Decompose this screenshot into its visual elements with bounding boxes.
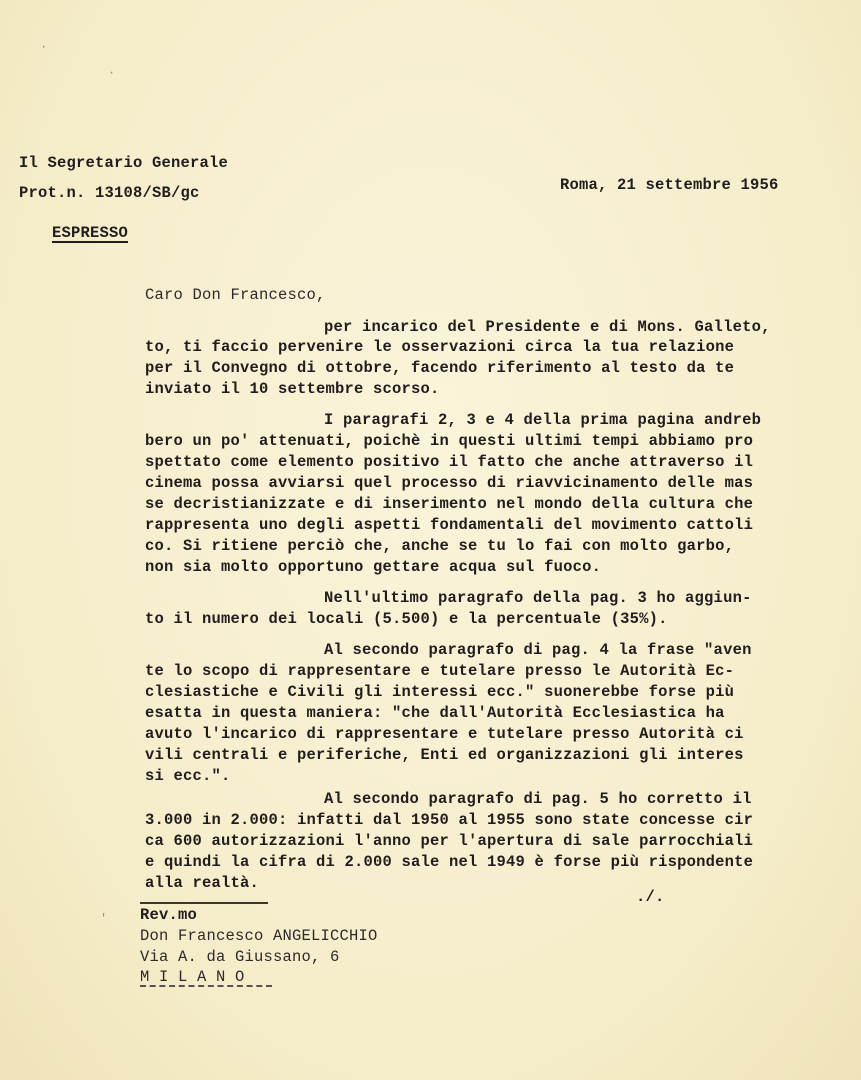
body-line: clesiastiche e Civili gli interessi ecc." suonerebbe forse più bbox=[145, 683, 735, 701]
body-line: I paragrafi 2, 3 e 4 della prima pagina andreb bbox=[324, 411, 762, 429]
body-line: vili centrali e periferiche, Enti ed organizzazioni gli interes bbox=[145, 746, 744, 764]
body-line: non sia molto opportuno gettare acqua sul fuoco. bbox=[145, 558, 602, 576]
place-date: Roma, 21 settembre 1956 bbox=[560, 176, 779, 194]
body-line: avuto l'incarico di rappresentare e tutelare presso Autorità ci bbox=[145, 725, 744, 743]
body-line: to il numero dei locali (5.500) e la percentuale (35%). bbox=[145, 610, 668, 628]
addressee-street: Via A. da Giussano, 6 bbox=[140, 948, 340, 966]
paper-speck: · bbox=[40, 40, 48, 54]
salutation: Caro Don Francesco, bbox=[145, 286, 326, 304]
body-line: 3.000 in 2.000: infatti dal 1950 al 1955 sono state concesse cir bbox=[145, 811, 754, 829]
body-line: rappresenta uno degli aspetti fondamentali del movimento cattoli bbox=[145, 516, 754, 534]
protocol-number: Prot.n. 13108/SB/gc bbox=[19, 184, 200, 202]
body-line: ca 600 autorizzazioni l'anno per l'apertura di sale parrocchiali bbox=[145, 832, 754, 850]
body-line: cinema possa avviarsi quel processo di riavvicinamento delle mas bbox=[145, 474, 754, 492]
continuation-mark: ./. bbox=[636, 888, 665, 906]
body-line: bero un po' attenuati, poichè in questi ultimi tempi abbiamo pro bbox=[145, 432, 754, 450]
body-line: Al secondo paragrafo di pag. 5 ho corretto il bbox=[324, 790, 752, 808]
delivery-type: ESPRESSO bbox=[52, 224, 129, 242]
body-line: te lo scopo di rappresentare e tutelare presso le Autorità Ec- bbox=[145, 662, 735, 680]
body-line: alla realtà. bbox=[145, 874, 260, 892]
body-line: spettato come elemento positivo il fatto che anche attraverso il bbox=[145, 453, 754, 471]
body-line: e quindi la cifra di 2.000 sale nel 1949 è forse più rispondente bbox=[145, 853, 754, 871]
paper-speck: ' bbox=[100, 912, 108, 926]
body-line: co. Si ritiene perciò che, anche se tu lo fai con molto garbo, bbox=[145, 537, 735, 555]
body-line: per incarico del Presidente e di Mons. Galleto, bbox=[324, 318, 771, 336]
body-line: esatta in questa maniera: "che dall'Autorità Ecclesiastica ha bbox=[145, 704, 725, 722]
addressee-name: Don Francesco ANGELICCHIO bbox=[140, 927, 378, 945]
body-line: si ecc.". bbox=[145, 767, 231, 785]
body-line: inviato il 10 settembre scorso. bbox=[145, 380, 440, 398]
body-line: Al secondo paragrafo di pag. 4 la frase "aven bbox=[324, 641, 752, 659]
body-line: per il Convegno di ottobre, facendo riferimento al testo da te bbox=[145, 359, 735, 377]
signature-line bbox=[140, 902, 268, 904]
addressee-honorific: Rev.mo bbox=[140, 906, 198, 924]
body-line: to, ti faccio pervenire le osservazioni circa la tua relazione bbox=[145, 338, 735, 356]
body-line: Nell'ultimo paragrafo della pag. 3 ho aggiun- bbox=[324, 589, 752, 607]
city-underline bbox=[140, 985, 272, 987]
sender-title: Il Segretario Generale bbox=[19, 154, 229, 172]
addressee-city: M I L A N O bbox=[140, 968, 245, 986]
paper-speck: · bbox=[108, 66, 116, 80]
body-line: se decristianizzate e di inserimento nel mondo della cultura che bbox=[145, 495, 754, 513]
